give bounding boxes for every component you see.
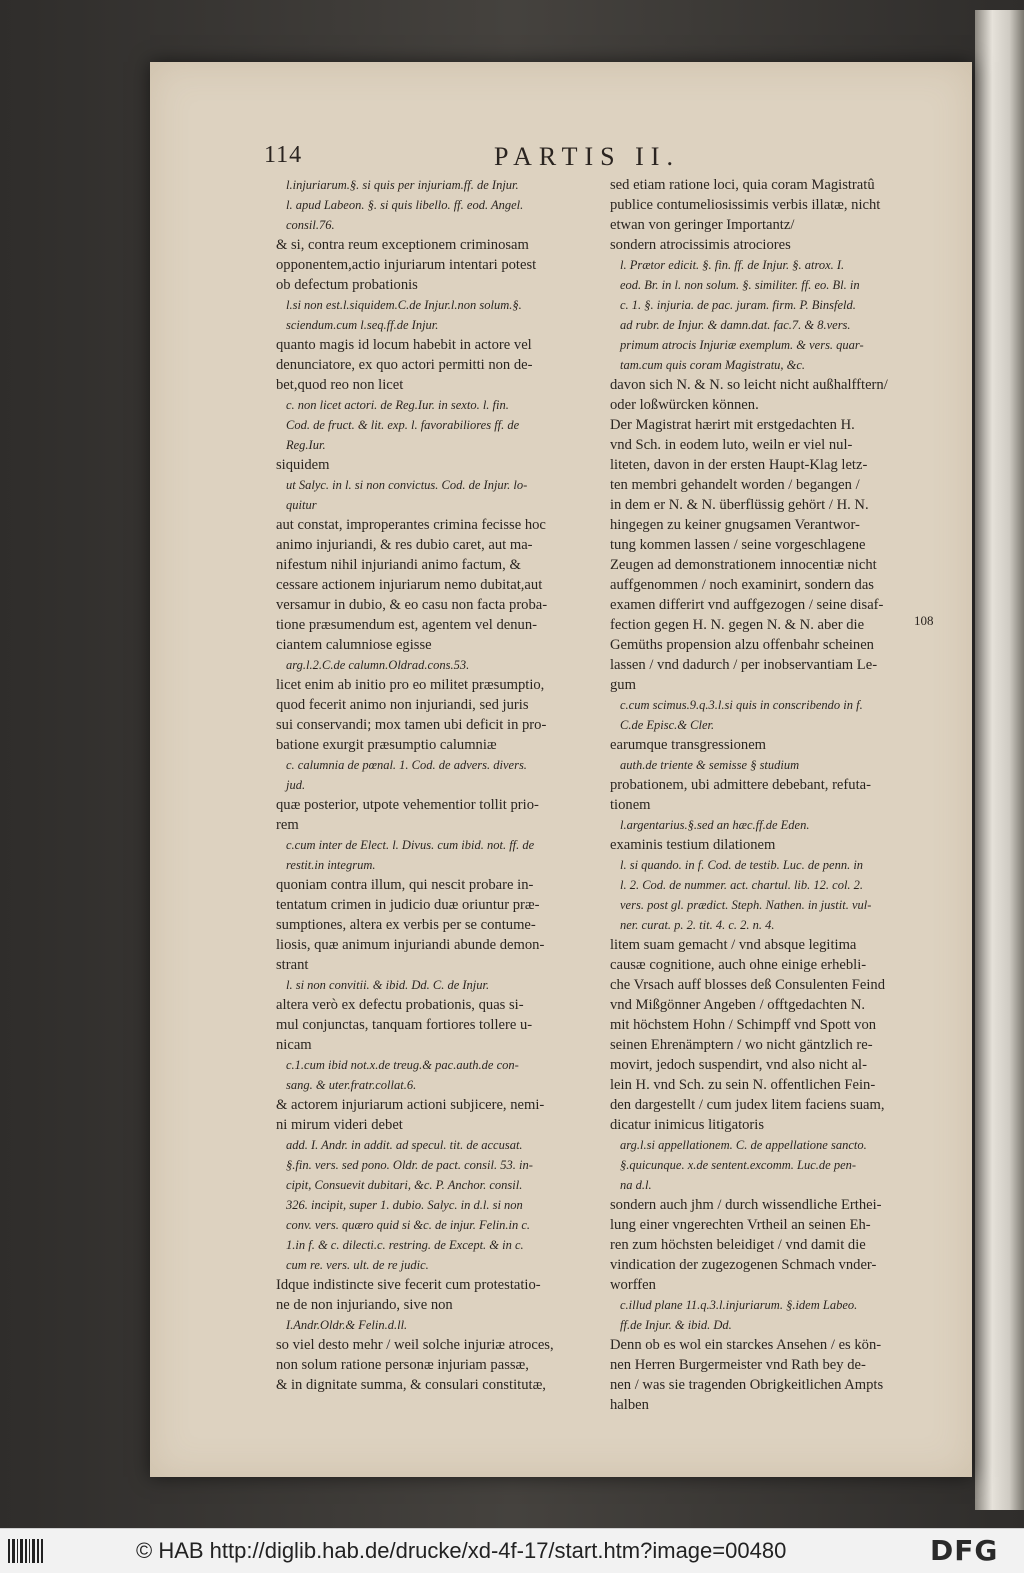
text-line: probationem, ubi admittere debebant, refuta-	[610, 777, 871, 793]
text-line: Zeugen ad demonstrationem innocentiæ nicht	[610, 557, 877, 573]
citation-line: §.quicunque. x.de sentent.excomm. Luc.de pen-	[620, 1158, 857, 1172]
text-line: cessare actionem injuriarum nemo dubitat,aut	[276, 577, 543, 593]
text-line: den dargestellt / cum judex litem faciens suam,	[610, 1097, 885, 1113]
book-page	[150, 62, 972, 1477]
text-line: & si, contra reum exceptionem criminosam	[276, 237, 529, 253]
text-line: examen differirt vnd auffgezogen / seine disaf-	[610, 597, 884, 613]
left-text-column	[276, 175, 602, 1395]
citation-line: sciendum.cum l.seq.ff.de Injur.	[286, 318, 439, 332]
text-line: & actorem injuriarum actioni subjicere, nemi-	[276, 1097, 545, 1113]
text-line: aut constat, improperantes crimina fecisse hoc	[276, 517, 546, 533]
citation-line: jud.	[286, 778, 306, 792]
citation-line: eod. Br. in l. non solum. §. similiter. ff. eo. Bl. in	[620, 278, 860, 292]
text-line: quoniam contra illum, qui nescit probare in-	[276, 877, 534, 893]
text-line: ren zum höchsten beleidiget / vnd damit die	[610, 1237, 866, 1253]
text-line: animo injuriandi, & res dubio caret, aut ma-	[276, 537, 533, 553]
citation-line: sang. & uter.fratr.collat.6.	[286, 1078, 417, 1092]
text-line: tentatum crimen in judicio duæ oriuntur præ-	[276, 897, 540, 913]
text-line: licet enim ab initio pro eo militet præsumptio,	[276, 677, 545, 693]
text-line: Idque indistincte sive fecerit cum protestatio-	[276, 1277, 541, 1293]
citation-line: I.Andr.Oldr.& Felin.d.ll.	[286, 1318, 408, 1332]
text-line: auffgenommen / noch examinirt, sondern das	[610, 577, 874, 593]
text-line: halben	[610, 1397, 649, 1413]
citation-line: auth.de triente & semisse § studium	[620, 758, 800, 772]
text-line: ten membri gehandelt worden / begangen /	[610, 477, 860, 493]
text-line: quanto magis id locum habebit in actore vel	[276, 337, 532, 353]
page-number: 114	[264, 142, 303, 168]
text-line: examinis testium dilationem	[610, 837, 776, 853]
text-line: vnd Mißgönner Angeben / offtgedachten N.	[610, 997, 866, 1013]
text-line: liteten, davon in der ersten Haupt-Klag letz-	[610, 457, 868, 473]
text-line: che Vrsach auff blosses deß Consulenten Feind	[610, 977, 886, 993]
text-line: strant	[276, 957, 309, 973]
citation-line: cum re. vers. ult. de re judic.	[286, 1258, 429, 1272]
text-line: tionem	[610, 797, 651, 813]
text-line: etwan von geringer Importantz/	[610, 217, 795, 233]
text-line: so viel desto mehr / weil solche injuriæ atroces,	[276, 1337, 554, 1353]
margin-note: 108	[914, 613, 934, 628]
text-line: quæ posterior, utpote vehementior tollit prio-	[276, 797, 539, 813]
citation-line: l. si non convitii. & ibid. Dd. C. de Injur.	[286, 978, 490, 992]
text-line: quod fecerit animo non injuriandi, sed juris	[276, 697, 529, 713]
text-line: versamur in dubio, & eo casu non facta proba-	[276, 597, 548, 613]
barcode-icon	[6, 1536, 46, 1566]
text-line: tung kommen lassen / seine vorgeschlagene	[610, 537, 866, 553]
text-line: Der Magistrat hærirt mit erstgedachten H.	[610, 417, 855, 433]
citation-line: l.si non est.l.siquidem.C.de Injur.l.non solum.§.	[286, 298, 522, 312]
text-line: bet,quod reo non licet	[276, 377, 404, 393]
citation-line: restit.in integrum.	[286, 858, 376, 872]
citation-line: Cod. de fruct. & lit. exp. l. favorabiliores ff. de	[286, 418, 520, 432]
text-line: sondern atrocissimis atrociores	[610, 237, 791, 253]
text-line: ni mirum videri debet	[276, 1117, 403, 1133]
text-line: vnd Sch. in eodem luto, weiln er viel nul-	[610, 437, 853, 453]
text-line: sui conservandi; mox tamen ubi deficit in pro-	[276, 717, 547, 733]
text-line: publice contumeliosissimis verbis illatæ, nicht	[610, 197, 881, 213]
text-line: earumque transgressionem	[610, 737, 767, 753]
text-line: movirt, jedoch suspendirt, vnd also nicht al-	[610, 1057, 867, 1073]
text-line: worffen	[610, 1277, 656, 1293]
citation-line: l.argentarius.§.sed an hæc.ff.de Eden.	[620, 818, 810, 832]
text-line: sondern auch jhm / durch wissendliche Erthei-	[610, 1197, 882, 1213]
citation-line: conv. vers. quæro quid si &c. de injur. Felin.in c.	[286, 1218, 531, 1232]
text-line: seinen Ehrenämptern / wo nicht gäntzlich re-	[610, 1037, 873, 1053]
text-line: denunciatore, ex quo actori permitti non de-	[276, 357, 533, 373]
text-line: ob defectum probationis	[276, 277, 418, 293]
text-line: nen Herren Burgermeister vnd Rath bey de-	[610, 1357, 866, 1373]
text-line: batione exurgit præsumptio calumniæ	[276, 737, 497, 753]
text-line: sumptiones, altera ex verbis per se contume-	[276, 917, 536, 933]
text-line: fection gegen H. N. gegen N. & N. aber die	[610, 617, 865, 633]
text-line: dicatur inimicus litigatoris	[610, 1117, 765, 1133]
citation-line: 1.in f. & c. dilecti.c. restring. de Except. & in c.	[286, 1238, 524, 1252]
citation-line: l. apud Labeon. §. si quis libello. ff. eod. Angel.	[286, 198, 524, 212]
citation-line: 326. incipit, super 1. dubio. Salyc. in d.l. si non	[286, 1198, 523, 1212]
copyright-url-text: © HAB http://diglib.hab.de/drucke/xd-4f-17/start.htm?image=00480	[136, 1538, 787, 1563]
text-line: mul conjunctas, tanquam fortiores tollere u-	[276, 1017, 533, 1033]
footer-bar	[0, 1528, 1024, 1573]
citation-line: c. calumnia de pœnal. 1. Cod. de advers. divers.	[286, 758, 527, 772]
citation-line: c.cum inter de Elect. l. Divus. cum ibid. not. ff. de	[286, 838, 535, 852]
text-line: causæ cognitione, auch ohne einige erhebli-	[610, 957, 867, 973]
text-line: ciantem calumniose egisse	[276, 637, 432, 653]
text-line: lassen / vnd dadurch / per inobservantiam Le-	[610, 657, 878, 673]
text-line: litem suam gemacht / vnd absque legitima	[610, 937, 857, 953]
citation-line: consil.76.	[286, 218, 335, 232]
text-line: rem	[276, 817, 299, 833]
citation-line: l. 2. Cod. de nummer. act. chartul. lib. 12. col. 2.	[620, 878, 864, 892]
citation-line: Reg.Iur.	[286, 438, 326, 452]
citation-line: ff.de Injur. & ibid. Dd.	[620, 1318, 732, 1332]
citation-line: arg.l.si appellationem. C. de appellatione sancto.	[620, 1138, 867, 1152]
text-line: gum	[610, 677, 636, 693]
dfg-logo: DFG	[930, 1534, 999, 1567]
citation-line: l.injuriarum.§. si quis per injuriam.ff. de Injur.	[286, 178, 519, 192]
text-line: in dem er N. & N. überflüssig gehört / H. N.	[610, 497, 869, 513]
text-line: altera verò ex defectu probationis, quas si-	[276, 997, 524, 1013]
text-line: hingegen zu keiner gnugsamen Verantwor-	[610, 517, 860, 533]
right-text-column	[610, 175, 920, 1415]
citation-line: quitur	[286, 498, 317, 512]
citation-line: tam.cum quis coram Magistratu, &c.	[620, 358, 806, 372]
citation-line: ad rubr. de Injur. & damn.dat. fac.7. & 8.vers.	[620, 318, 851, 332]
text-line: non solum ratione personæ injuriam passæ,	[276, 1357, 529, 1373]
text-line: lung einer vngerechten Vrtheil an seinen Eh-	[610, 1217, 871, 1233]
text-line: nifestum nihil injuriandi animo factum, &	[276, 557, 521, 573]
citation-line: add. I. Andr. in addit. ad specul. tit. de accusat.	[286, 1138, 523, 1152]
text-line: liosis, quæ animum injuriandi abunde demon-	[276, 937, 545, 953]
text-line: lein H. vnd Sch. zu sein N. offentlichen Fein-	[610, 1077, 876, 1093]
citation-line: c.cum scimus.9.q.3.l.si quis in conscribendo in f.	[620, 698, 863, 712]
text-line: tione præsumendum est, agentem vel denun-	[276, 617, 538, 633]
citation-line: primum atrocis Injuriæ exemplum. & vers. quar-	[620, 338, 864, 352]
text-line: vindication der zugezogenen Schmach vnder-	[610, 1257, 877, 1273]
text-line: siquidem	[276, 457, 330, 473]
text-line: ne de non injuriando, sive non	[276, 1297, 453, 1313]
text-line: mit höchstem Hohn / Schimpff vnd Spott von	[610, 1017, 877, 1033]
citation-line: c.1.cum ibid not.x.de treug.& pac.auth.de con-	[286, 1058, 519, 1072]
text-line: oder loßwürcken können.	[610, 397, 759, 413]
citation-line: l. Prætor edicit. §. fin. ff. de Injur. §. atrox. I.	[620, 258, 845, 272]
text-line: Gemüths propension alzu offenbahr scheinen	[610, 637, 874, 653]
citation-line: cipit, Consuevit dubitari, &c. P. Anchor. consil.	[286, 1178, 523, 1192]
citation-line: na d.l.	[620, 1178, 652, 1192]
text-line: nen / was sie tragenden Obrigkeitlichen Ampts	[610, 1377, 884, 1393]
citation-line: C.de Episc.& Cler.	[620, 718, 715, 732]
text-line: & in dignitate summa, & consulari constitutæ,	[276, 1377, 546, 1393]
text-line: nicam	[276, 1037, 312, 1053]
text-line: opponentem,actio injuriarum intentari potest	[276, 257, 537, 273]
running-head: PARTIS II.	[494, 142, 680, 171]
citation-line: ut Salyc. in l. si non convictus. Cod. de Injur. lo-	[286, 478, 528, 492]
citation-line: c.illud plane 11.q.3.l.injuriarum. §.idem Labeo.	[620, 1298, 858, 1312]
book-page-edge	[975, 10, 1024, 1510]
citation-line: c. non licet actori. de Reg.Iur. in sexto. l. fin.	[286, 398, 509, 412]
citation-line: ner. curat. p. 2. tit. 4. c. 2. n. 4.	[620, 918, 775, 932]
text-line: sed etiam ratione loci, quia coram Magistratû	[610, 177, 875, 193]
text-line: Denn ob es wol ein starckes Ansehen / es kön-	[610, 1337, 882, 1353]
citation-line: vers. post gl. prædict. Steph. Nathen. in justit. vul-	[620, 898, 872, 912]
citation-line: arg.l.2.C.de calumn.Oldrad.cons.53.	[286, 658, 470, 672]
citation-line: c. 1. §. injuria. de pac. juram. firm. P. Binsfeld.	[620, 298, 856, 312]
text-line: davon sich N. & N. so leicht nicht außhalfftern/	[610, 377, 888, 393]
citation-line: l. si quando. in f. Cod. de testib. Luc. de penn. in	[620, 858, 864, 872]
citation-line: §.fin. vers. sed pono. Oldr. de pact. consil. 53. in-	[286, 1158, 533, 1172]
